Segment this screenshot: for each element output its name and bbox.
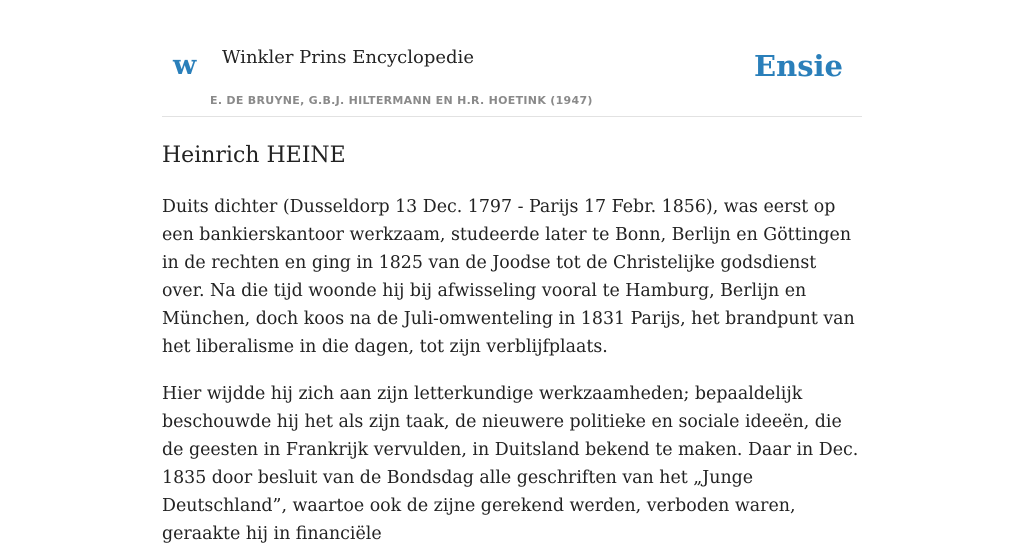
winkler-prins-logo[interactable]: w (173, 50, 197, 81)
article-title: Heinrich HEINE (162, 143, 346, 168)
article-paragraph-1: Duits dichter (Dusseldorp 13 Dec. 1797 - Parijs 17 Febr. 1856), was eerst op een bankierskantoor werkzaam, studeerde later te Bonn, Berlijn en Göttingen in de rechten en ging in 1825 van de Joodse tot de Christelijke godsdienst over. Na die tijd woonde hij bij afwisseling vooral te Hamburg, Berlijn en München, doch koos na de Juli-omwenteling in 1831 Parijs, het brandpunt van het liberalisme in die dagen, tot zijn verblijfplaats. (162, 197, 855, 357)
content-container (162, 0, 862, 548)
site-subtitle: E. DE BRUYNE, G.B.J. HILTERMANN EN H.R. HOETINK (1947) (210, 94, 593, 107)
site-title[interactable]: Winkler Prins Encyclopedie (222, 47, 474, 68)
article-paragraph-2: Hier wijdde hij zich aan zijn letterkundige werkzaamheden; bepaaldelijk beschouwde hij het als zijn taak, de nieuwere politieke en sociale ideeën, die de geesten in Frankrijk vervulden, in Duitsland bekend te maken. Daar in Dec. 1835 door besluit van de Bondsdag alle geschriften van het „Junge Deutschland”, waartoe ook de zijne gerekend werden, verboden waren, geraakte hij in financiële (162, 384, 859, 544)
site-header (162, 0, 862, 117)
ensie-logo[interactable]: Ensie (754, 49, 843, 83)
